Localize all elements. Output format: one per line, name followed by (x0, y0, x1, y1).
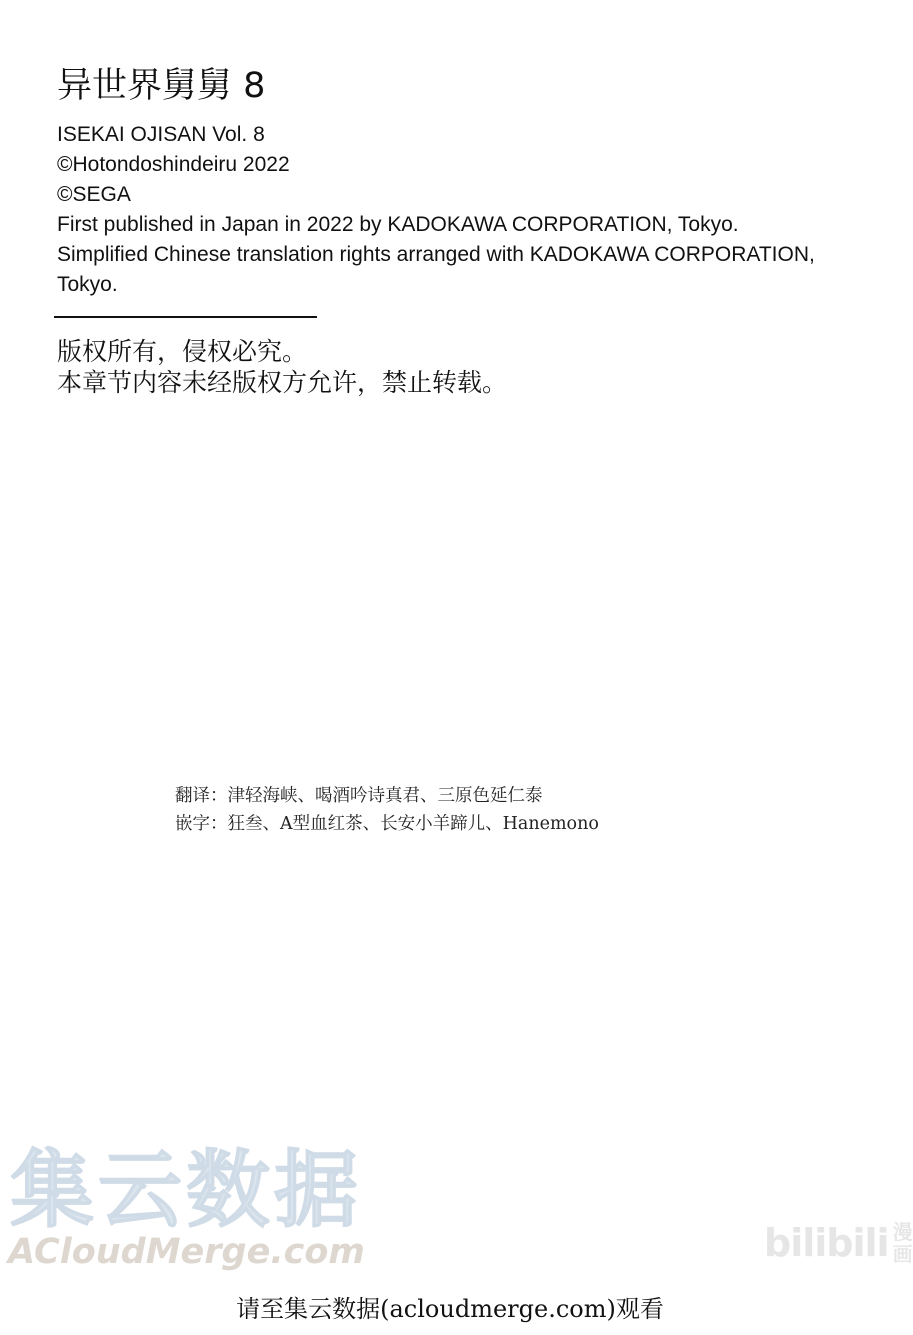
bilibili-manga-logo (764, 1218, 913, 1268)
staff-credits (175, 782, 599, 838)
copyright-line: Tokyo. (57, 273, 118, 296)
rights-notice (57, 336, 507, 398)
manga-mark-top: 漫 (892, 1220, 913, 1244)
copyright-line: ©Hotondoshindeiru 2022 (57, 153, 290, 176)
copyright-line: Simplified Chinese translation rights arranged with KADOKAWA CORPORATION, (57, 243, 815, 266)
translation-credit: 翻译：津轻海峡、喝酒吟诗真君、三原色延仁泰 (175, 786, 543, 806)
copyright-line: First published in Japan in 2022 by KADOKAWA CORPORATION, Tokyo. (57, 213, 739, 236)
notice-line: 版权所有，侵权必究。 (57, 337, 308, 366)
notice-line: 本章节内容未经版权方允许，禁止转载。 (57, 368, 508, 397)
lettering-credit: 嵌字：狂叁、A型血红茶、长安小羊蹄儿、Hanemono (175, 814, 599, 834)
book-title: 异世界舅舅 8 (57, 66, 266, 106)
copyright-block (57, 120, 815, 300)
section-divider (54, 316, 317, 318)
watermark-logo-cn: 集云数据 (10, 1141, 363, 1239)
footer-source-text: 请至集云数据(acloudmerge.com)观看 (236, 1295, 664, 1323)
bilibili-wordmark: bilibili (764, 1221, 889, 1265)
copyright-line: ©SEGA (57, 183, 131, 206)
manga-mark (893, 1221, 913, 1265)
watermark-logo-en: ACloudMerge.com (8, 1232, 365, 1272)
manga-mark-bottom: 画 (892, 1242, 913, 1266)
copyright-line: ISEKAI OJISAN Vol. 8 (57, 123, 265, 146)
